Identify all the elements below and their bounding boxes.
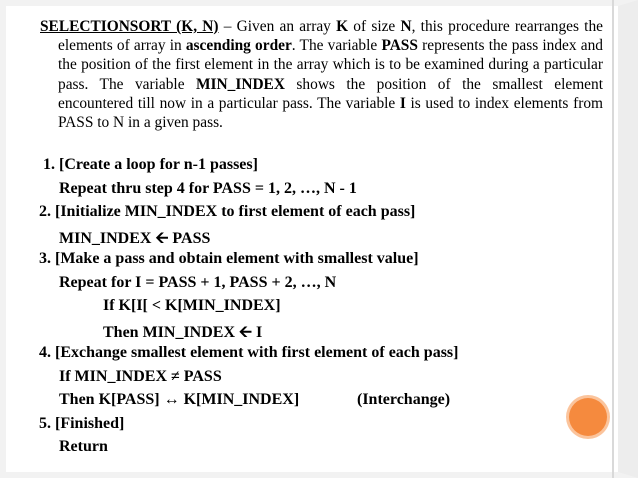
- description-text: is used to index elements from PASS to N in a given pass.: [58, 94, 603, 132]
- step-1-line: Repeat thru step 4 for PASS = 1, 2, …, N - 1: [59, 179, 357, 197]
- step-3-line: Repeat for I = PASS + 1, PASS + 2, …, N: [59, 273, 337, 291]
- step-3-if: If K[I[ < K[MIN_INDEX]: [103, 297, 281, 314]
- step-2-line: MIN_INDEX 🡨 PASS: [59, 229, 211, 247]
- step-4-note: (Interchange): [357, 391, 451, 408]
- step-5-line: Return: [59, 438, 108, 455]
- description-bold: K: [336, 18, 349, 35]
- description-bold: ascending order: [185, 37, 292, 55]
- description-bold: PASS: [381, 37, 418, 55]
- decorative-vertical-line: [612, 0, 614, 478]
- description-text: represents the pass index and the position of the first element in the array which is to be examined during a particular pass. The variable: [58, 37, 603, 93]
- description-bold: MIN_INDEX: [196, 75, 285, 93]
- procedure-description: [40, 17, 603, 132]
- step-5-heading: 5. [Finished]: [39, 414, 125, 432]
- step-4-heading: 4. [Exchange smallest element with first element of each pass]: [39, 344, 459, 361]
- step-2-heading: 2. [Initialize MIN_INDEX to first element of each pass]: [39, 203, 416, 220]
- decorative-orange-circle: [569, 398, 607, 436]
- description-text: shows the position of the smallest element encountered till now in a particular pass. The variable: [58, 75, 603, 112]
- description-bold: N: [400, 18, 412, 35]
- description-bold: I: [399, 94, 406, 112]
- step-1-heading: 1. [Create a loop for n-1 passes]: [43, 156, 258, 173]
- description-text: . The variable: [291, 37, 382, 55]
- procedure-title: SELECTIONSORT (K, N): [40, 18, 219, 35]
- description-text: of size: [348, 18, 401, 35]
- step-4-then: Then K[PASS] ↔ K[MIN_INDEX]: [59, 391, 300, 408]
- step-3-then: Then MIN_INDEX 🡨 I: [103, 323, 263, 341]
- step-4-if: If MIN_INDEX ≠ PASS: [59, 367, 222, 385]
- description-text: – Given an array: [218, 18, 337, 35]
- description-text: , this procedure rearranges the elements of array in: [58, 18, 603, 55]
- step-3-heading: 3. [Make a pass and obtain element with smallest value]: [39, 250, 419, 267]
